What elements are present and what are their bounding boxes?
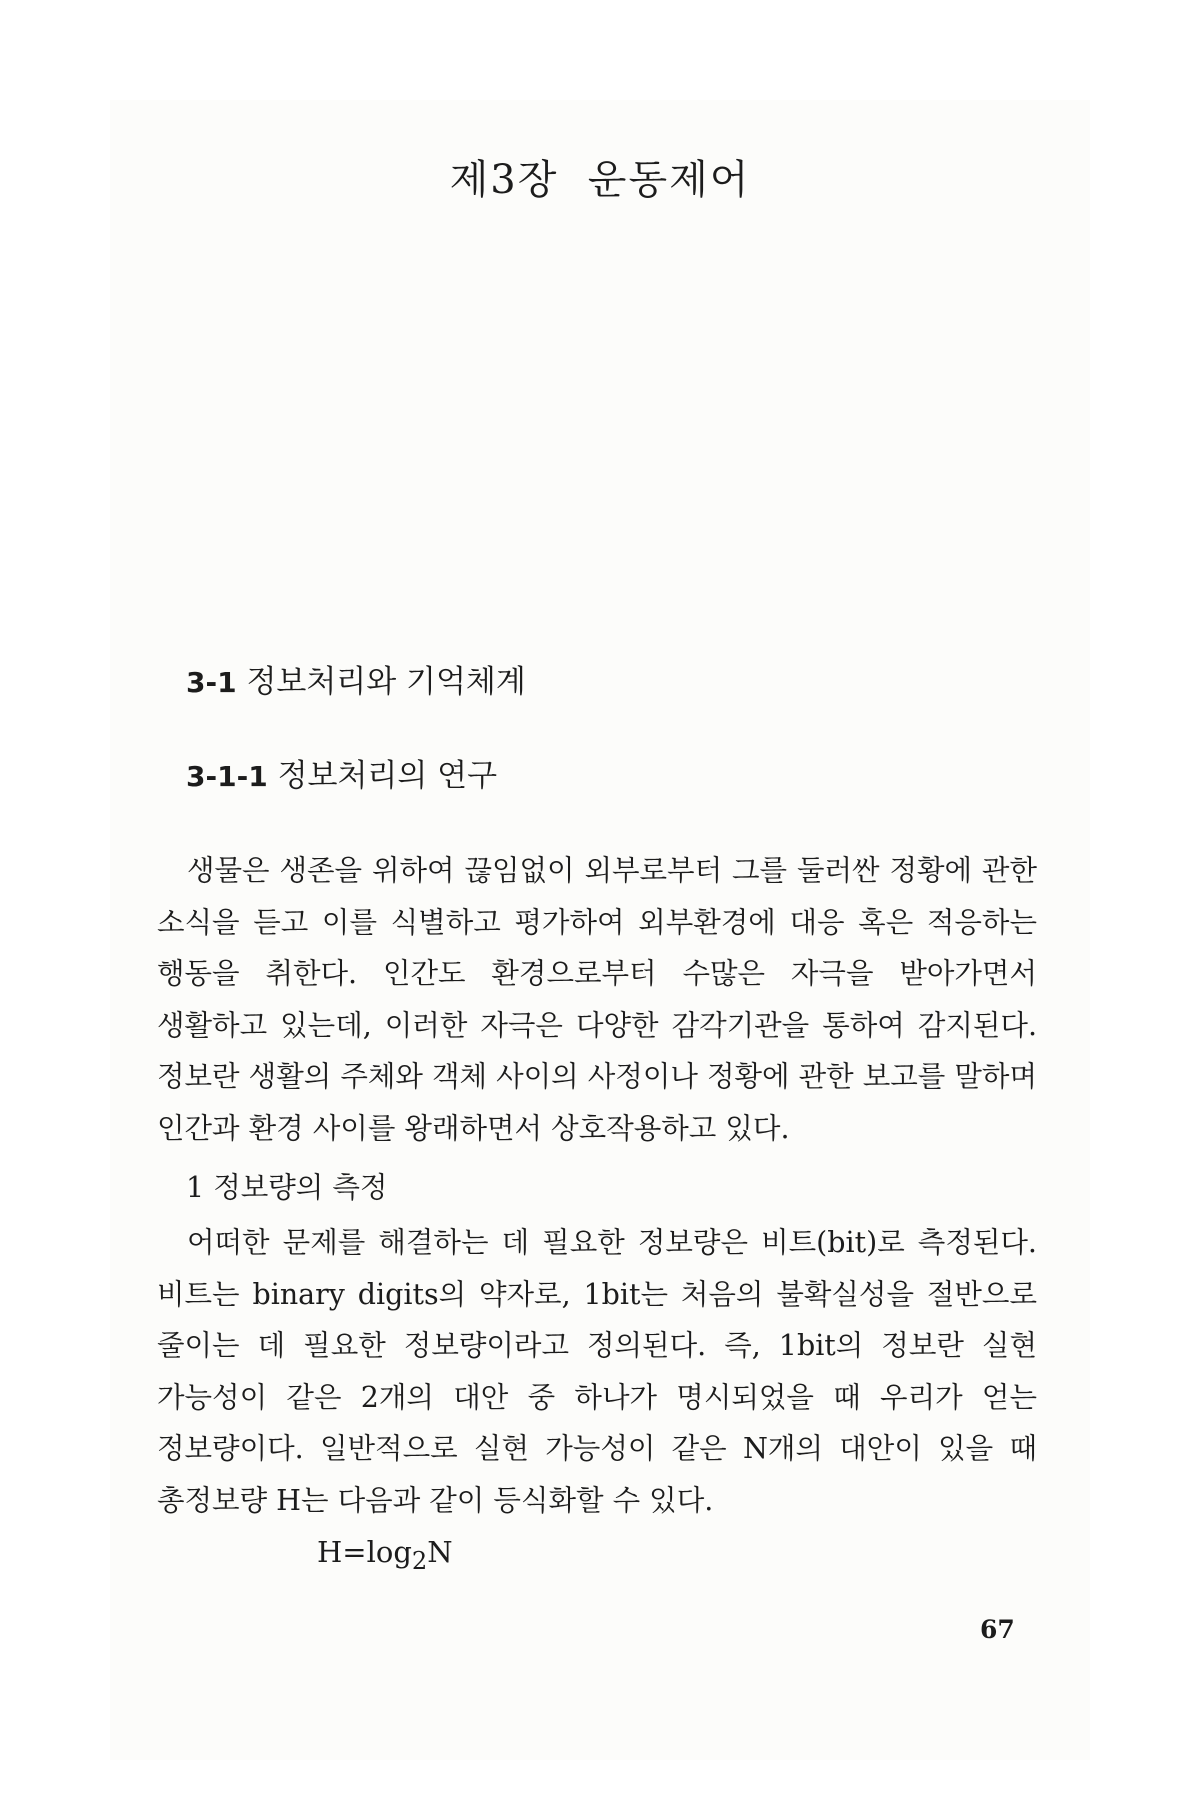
formula — [317, 1535, 453, 1575]
page-number: 67 — [980, 1615, 1015, 1644]
body-paragraph-1: 생물은 생존을 위하여 끊임없이 외부로부터 그를 둘러싼 정황에 관한 소식을 듣고 이를 식별하고 평가하여 외부환경에 대응 혹은 적응하는 행동을 취한다. 인간도 환경으로부터 수많은 자극을 받아가면서 생활하고 있는데, 이러한 자극은 다양한 감각기관을 통하여 감지된다. 정보란 생활의 주체와 객체 사이의 사정이나 정황에 관한 보고를 말하며 인간과 환경 사이를 왕래하면서 상호작용하고 있다. — [157, 854, 1037, 1145]
subsection-title: 정보처리의 연구 — [277, 758, 498, 794]
formula-equals: = — [342, 1535, 367, 1569]
subheading-information-measurement: 1 정보량의 측정 — [186, 1171, 388, 1204]
formula-argument: N — [427, 1535, 453, 1569]
formula-base: 2 — [411, 1546, 428, 1575]
section-number: 3-1 — [186, 666, 237, 699]
formula-lhs: H — [317, 1535, 343, 1569]
subsection-number: 3-1-1 — [186, 760, 268, 793]
subsection-heading — [186, 750, 497, 795]
formula-function: log — [366, 1535, 412, 1569]
section-title: 정보처리와 기억체계 — [246, 664, 526, 700]
section-heading — [186, 656, 526, 701]
body-paragraph-2: 어떠한 문제를 해결하는 데 필요한 정보량은 비트(bit)로 측정된다. 비트는 binary digits의 약자로, 1bit는 처음의 불확실성을 절반으로 줄이는 데 필요한 정보량이라고 정의된다. 즉, 1bit의 정보란 실현 가능성이 같은 2개의 대안 중 하나가 명시되었을 때 우리가 얻는 정보량이다. 일반적으로 실현 가능성이 같은 N개의 대안이 있을 때 총정보량 H는 다음과 같이 등식화할 수 있다. — [157, 1226, 1037, 1517]
chapter-title: 제3장 운동제어 — [449, 157, 751, 203]
